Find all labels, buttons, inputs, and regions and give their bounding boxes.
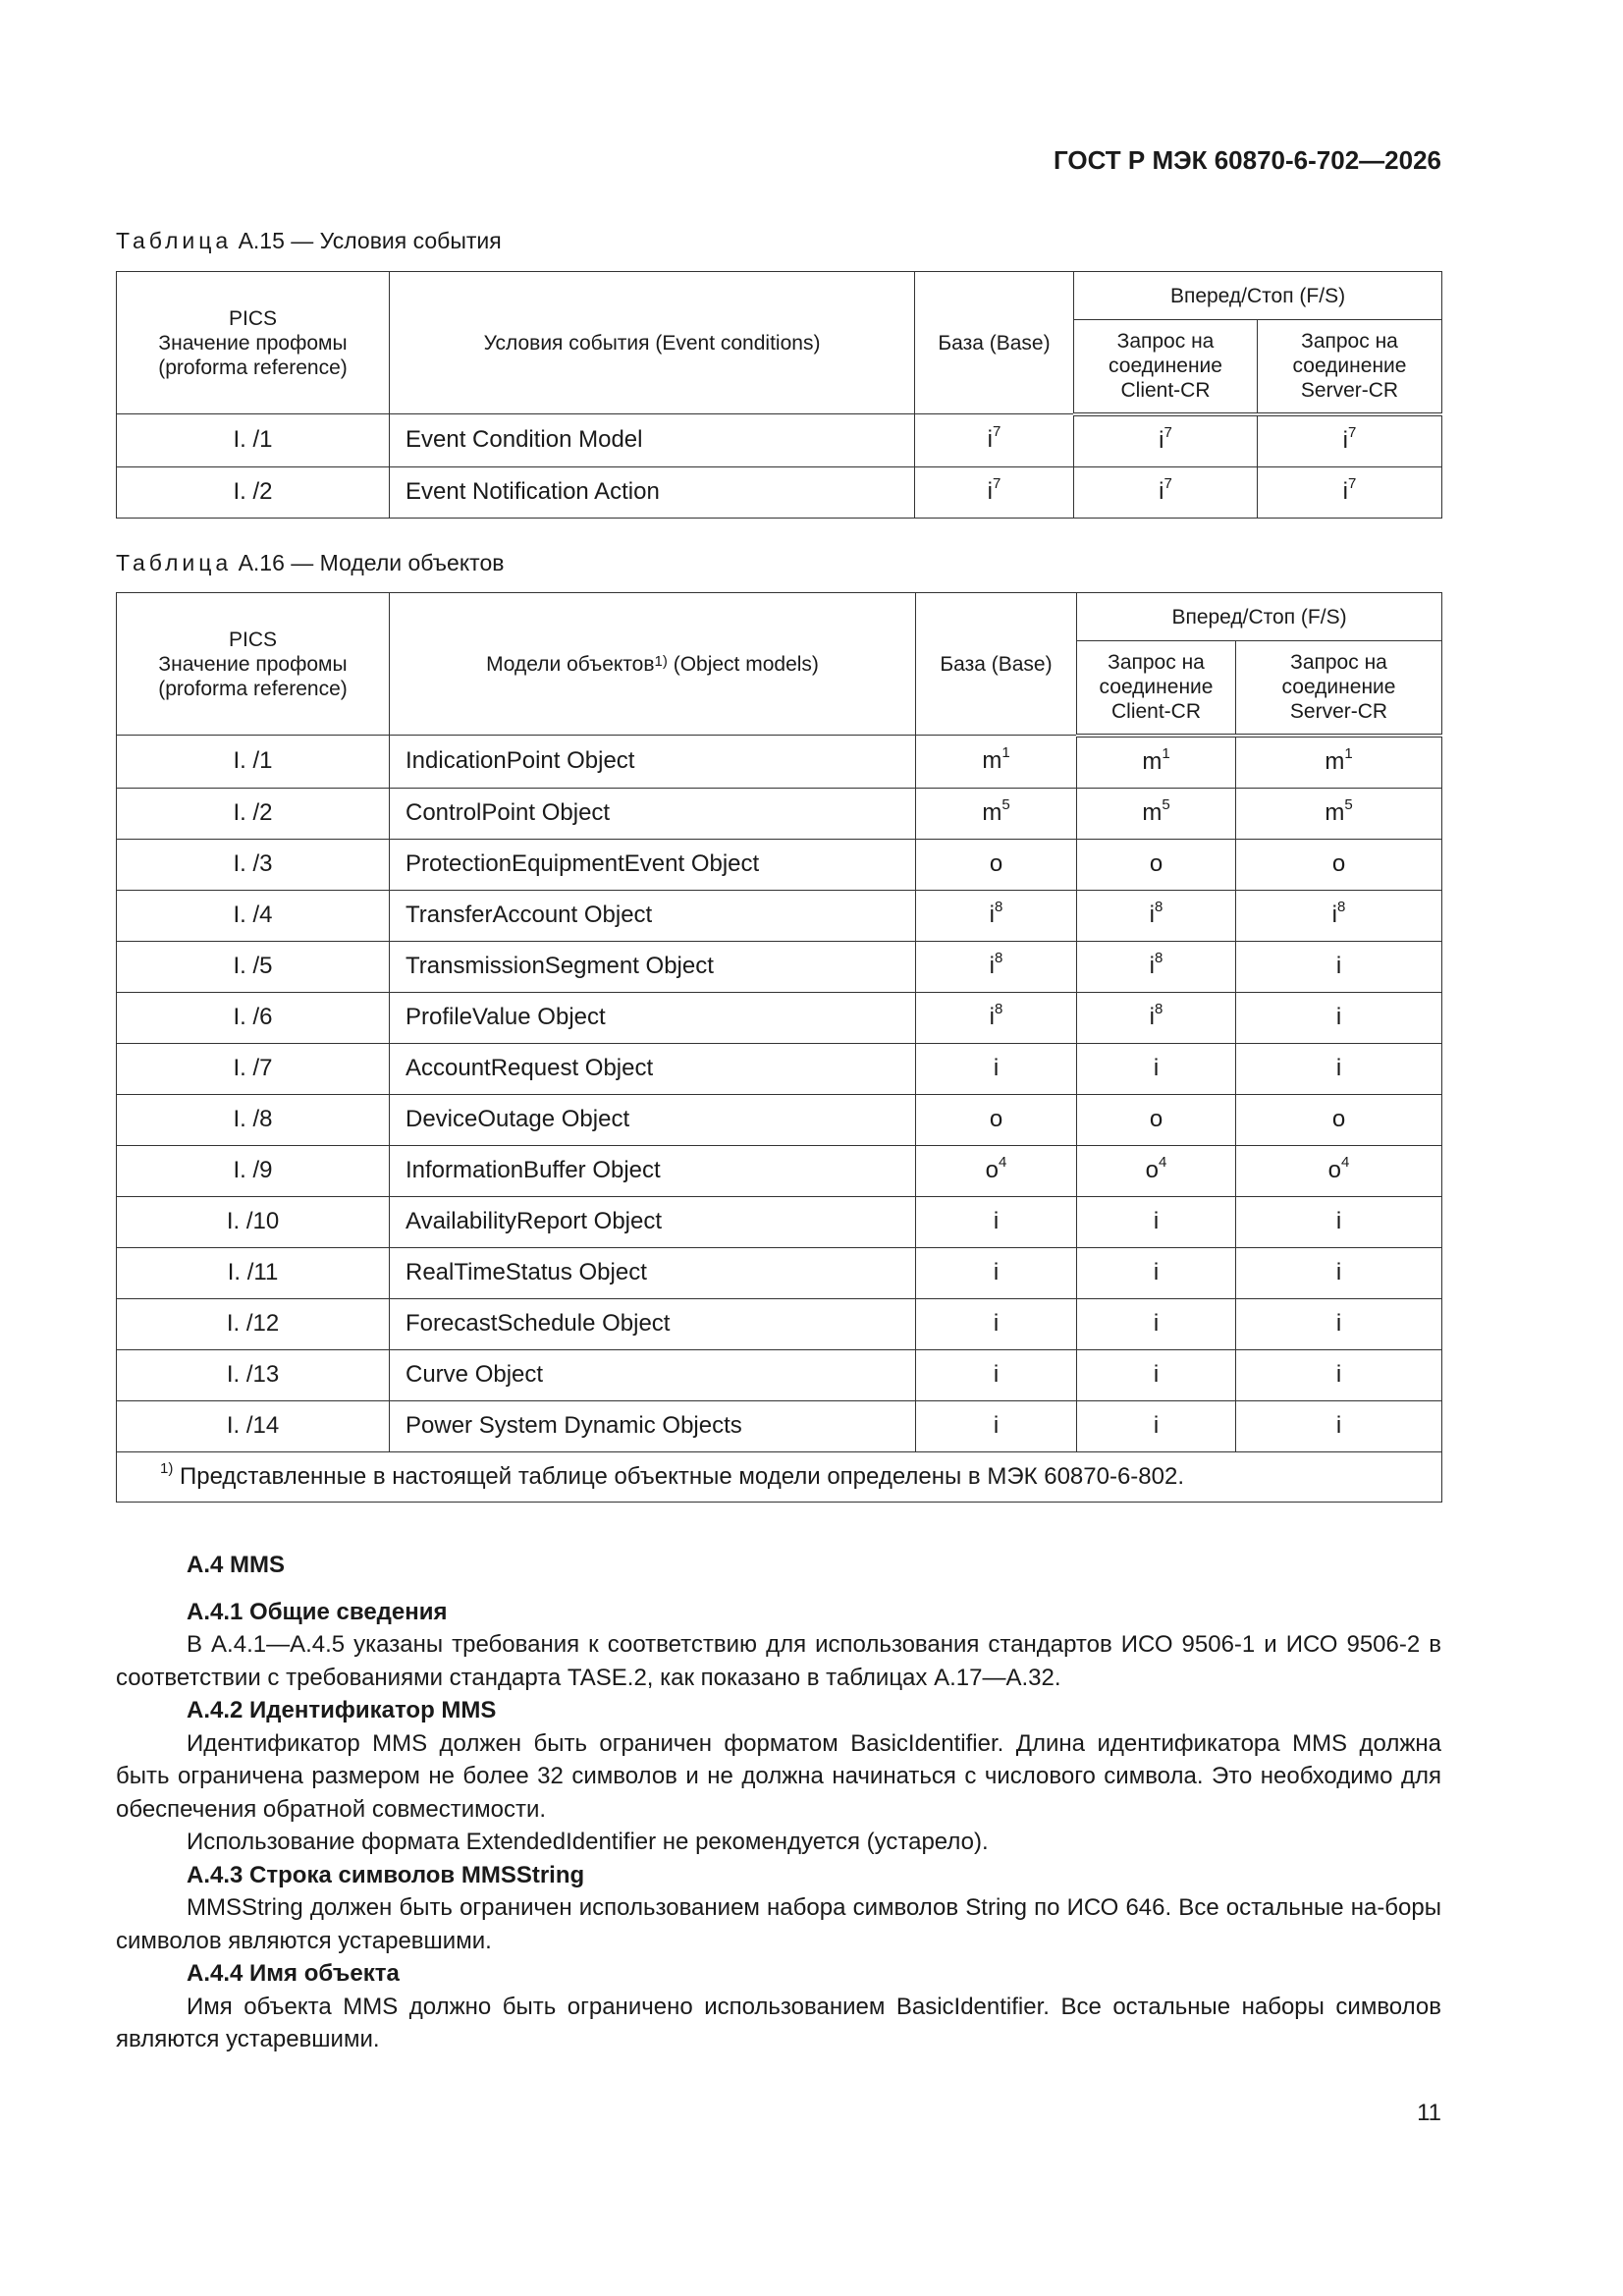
cell-pics-ref-value: I. /7 — [233, 1055, 273, 1081]
cell-name-value: AvailabilityReport Object — [406, 1208, 663, 1234]
cell-pics-ref — [117, 1349, 390, 1400]
cell-base-value: i — [987, 478, 993, 505]
cell-pics-ref — [117, 839, 390, 890]
cell-base-value: i — [993, 1208, 1000, 1234]
cell-server — [1236, 839, 1442, 890]
cell-pics-ref-value: I. /9 — [233, 1157, 273, 1183]
cell-client-value: m — [1142, 799, 1163, 826]
col-client-header — [1077, 641, 1236, 736]
cell-client — [1077, 992, 1236, 1043]
cell-pics-ref-value: I. /8 — [233, 1106, 273, 1132]
cell-name — [390, 1298, 916, 1349]
cell-client-value: i — [1149, 1004, 1155, 1030]
cell-name — [390, 1247, 916, 1298]
cell-server-superscript: 4 — [1341, 1154, 1350, 1171]
cell-server-value: o — [1331, 1106, 1346, 1132]
cell-name — [390, 736, 916, 789]
section-a41-heading: А.4.1 Общие сведения — [187, 1598, 448, 1625]
col-name-header — [390, 593, 916, 736]
cell-name — [390, 890, 916, 941]
cell-name-value: InformationBuffer Object — [406, 1157, 661, 1183]
cell-base — [916, 1400, 1077, 1451]
table-a16-caption-text: А.16 — Модели объектов — [232, 550, 505, 575]
cell-client — [1077, 1400, 1236, 1451]
cell-pics-ref-value: I. /1 — [233, 426, 273, 454]
table-row — [117, 1196, 1442, 1247]
cell-client — [1077, 1043, 1236, 1094]
section-a42-heading: А.4.2 Идентификатор MMS — [187, 1697, 497, 1723]
cell-pics-ref-value: I. /4 — [233, 902, 273, 928]
cell-client-value: i — [1153, 1259, 1160, 1285]
table-a15-caption-prefix: Таблица — [116, 228, 233, 253]
cell-base — [915, 414, 1074, 467]
cell-server-value: i — [1335, 953, 1342, 979]
section-a43-paragraph: MMSString должен быть ограничен использованием набора символов String по ИСО 646. Все остальные на-боры символов являются устаревшими. — [116, 1894, 1441, 1954]
cell-name — [390, 1400, 916, 1451]
col-pics-line: PICS — [228, 628, 277, 651]
cell-server-value: i — [1342, 427, 1348, 454]
cell-base-value: i — [987, 426, 993, 454]
cell-pics-ref — [117, 466, 390, 518]
cell-client-superscript: 4 — [1159, 1154, 1167, 1171]
col-server-line: соединение — [1292, 355, 1407, 378]
cell-base — [916, 839, 1077, 890]
cell-name-value: TransferAccount Object — [406, 902, 653, 928]
cell-client — [1077, 1094, 1236, 1145]
cell-pics-ref-value: I. /5 — [233, 953, 273, 979]
cell-client-superscript: 8 — [1155, 950, 1163, 966]
cell-base-superscript: 8 — [995, 1001, 1003, 1017]
cell-server-value: i — [1335, 1412, 1342, 1439]
cell-base — [916, 1094, 1077, 1145]
table-row — [117, 736, 1442, 789]
col-pics-header — [117, 593, 390, 736]
footnote-mark: 1) — [160, 1459, 174, 1477]
cell-pics-ref-value: I. /1 — [233, 747, 273, 775]
cell-server-superscript: 7 — [1348, 424, 1357, 441]
cell-server-value: i — [1335, 1361, 1342, 1388]
col-pics-header — [117, 272, 390, 414]
cell-name — [390, 1094, 916, 1145]
cell-base-value: m — [982, 799, 1002, 826]
cell-client-value: i — [1149, 953, 1155, 979]
cell-server-value: i — [1342, 478, 1348, 505]
col-server-line: Запрос на — [1290, 651, 1387, 675]
cell-pics-ref — [117, 1400, 390, 1451]
cell-server-superscript: 5 — [1344, 796, 1353, 813]
table-row — [117, 839, 1442, 890]
cell-name-value: RealTimeStatus Object — [406, 1259, 647, 1285]
cell-base-superscript: 5 — [1001, 796, 1010, 813]
cell-base-superscript: 8 — [995, 899, 1003, 915]
cell-server — [1236, 941, 1442, 992]
cell-base-value: o — [989, 850, 1003, 877]
cell-client-value: i — [1153, 1412, 1160, 1439]
cell-base — [916, 890, 1077, 941]
col-pics-line: Значение профомы — [158, 331, 348, 355]
cell-base-value: i — [993, 1259, 1000, 1285]
cell-name — [390, 839, 916, 890]
cell-client-value: o — [1149, 1106, 1163, 1132]
col-server-line: соединение — [1281, 676, 1396, 699]
cell-base-superscript: 8 — [995, 950, 1003, 966]
cell-server-superscript: 7 — [1348, 475, 1357, 492]
cell-pics-ref — [117, 1196, 390, 1247]
cell-server-value: i — [1331, 902, 1337, 928]
section-a42-paragraph: Идентификатор MMS должен быть ограничен форматом BasicIdentifier. Длина идентификатора MMS должна быть ограничена размером не более 32 символов и не должна начинаться с числового символа. Это необходимо для обеспечения обратной совместимости. — [116, 1729, 1441, 1823]
cell-pics-ref — [117, 1043, 390, 1094]
cell-pics-ref — [117, 788, 390, 839]
cell-server-superscript: 8 — [1337, 899, 1346, 915]
cell-name-value: ProfileValue Object — [406, 1004, 606, 1030]
cell-base — [916, 1145, 1077, 1196]
cell-base — [916, 1196, 1077, 1247]
cell-name — [390, 1349, 916, 1400]
table-row — [117, 1298, 1442, 1349]
col-pics-line: PICS — [228, 306, 277, 330]
cell-pics-ref — [117, 414, 390, 467]
cell-base-value: i — [989, 902, 995, 928]
cell-server-value: m — [1325, 799, 1345, 826]
cell-client-value: m — [1142, 748, 1163, 775]
col-client-line: соединение — [1099, 676, 1214, 699]
cell-server-value: i — [1335, 1208, 1342, 1234]
cell-name-value: AccountRequest Object — [406, 1055, 654, 1081]
cell-pics-ref — [117, 1145, 390, 1196]
cell-name — [390, 788, 916, 839]
cell-client — [1077, 1145, 1236, 1196]
cell-base-superscript: 7 — [993, 423, 1001, 441]
table-row — [117, 1349, 1442, 1400]
col-server-line: Запрос на — [1301, 330, 1398, 354]
table-row — [117, 941, 1442, 992]
cell-name-value: Event Notification Action — [406, 478, 660, 505]
cell-base-value: i — [989, 1004, 995, 1030]
cell-client — [1074, 414, 1258, 467]
cell-server — [1236, 736, 1442, 789]
cell-base — [916, 736, 1077, 789]
cell-client — [1074, 466, 1258, 518]
cell-name-value: Curve Object — [406, 1361, 544, 1388]
cell-client — [1077, 839, 1236, 890]
table-row — [117, 1400, 1442, 1451]
cell-server — [1258, 466, 1442, 518]
cell-client-value: o — [1149, 850, 1163, 877]
document-header: ГОСТ Р МЭК 60870-6-702—2026 — [1054, 145, 1441, 175]
cell-pics-ref-value: I. /6 — [233, 1004, 273, 1030]
cell-pics-ref-value: I. /14 — [226, 1412, 280, 1439]
cell-server — [1258, 414, 1442, 467]
cell-base-value: o — [985, 1157, 999, 1183]
cell-server-value: i — [1335, 1310, 1342, 1337]
page-number: 11 — [1417, 2100, 1441, 2126]
cell-server — [1236, 1196, 1442, 1247]
cell-name — [390, 1043, 916, 1094]
cell-name — [390, 1145, 916, 1196]
cell-pics-ref-value: I. /3 — [233, 850, 273, 877]
cell-pics-ref-value: I. /2 — [233, 799, 273, 826]
col-server-header — [1236, 641, 1442, 736]
cell-client — [1077, 1247, 1236, 1298]
section-a4-heading: А.4 MMS — [187, 1552, 286, 1578]
cell-server — [1236, 1400, 1442, 1451]
cell-client — [1077, 1196, 1236, 1247]
cell-server — [1236, 788, 1442, 839]
table-row — [117, 1145, 1442, 1196]
section-a43-heading: А.4.3 Строка символов MMSString — [187, 1861, 585, 1888]
cell-name-value: ProtectionEquipmentEvent Object — [406, 850, 760, 877]
col-client-line: Запрос на — [1116, 330, 1215, 354]
col-server-line: Server-CR — [1300, 379, 1399, 403]
table-a15 — [116, 271, 1442, 519]
cell-pics-ref — [117, 890, 390, 941]
col-pics-line: (proforma reference) — [158, 355, 348, 379]
col-client-line: соединение — [1109, 355, 1222, 378]
footnote-text: Представленные в настоящей таблице объектные модели определены в МЭК 60870-6-802. — [173, 1462, 1185, 1490]
cell-server — [1236, 1145, 1442, 1196]
cell-server — [1236, 1247, 1442, 1298]
cell-client-value: i — [1149, 902, 1155, 928]
table-a15-caption-text: А.15 — Условия события — [232, 228, 502, 253]
table-a16-caption-prefix: Таблица — [116, 550, 233, 575]
cell-base — [915, 466, 1074, 518]
cell-server — [1236, 1349, 1442, 1400]
cell-base-value: m — [982, 747, 1002, 775]
cell-server — [1236, 1298, 1442, 1349]
cell-name-value: DeviceOutage Object — [406, 1106, 630, 1132]
col-name-header: Условия события (Event conditions) — [390, 272, 915, 414]
cell-base-superscript: 1 — [1001, 744, 1010, 762]
col-server-header — [1258, 320, 1442, 414]
section-a41-paragraph: В А.4.1—А.4.5 указаны требования к соответствию для использования стандартов ИСО 9506-1 и ИСО 9506-2 в соответствии с требованиями стандарта TASE.2, как показано в таблицах А.17—А.32. — [116, 1631, 1441, 1691]
cell-name — [390, 466, 915, 518]
col-client-line: Client-CR — [1110, 700, 1201, 724]
cell-pics-ref-value: I. /2 — [233, 478, 273, 505]
cell-base-superscript: 7 — [993, 475, 1001, 492]
col-fs-header: Вперед/Стоп (F/S) — [1074, 272, 1442, 320]
cell-client — [1077, 788, 1236, 839]
cell-client-superscript: 5 — [1162, 796, 1170, 813]
table-a16-footnote — [117, 1451, 1442, 1502]
table-row — [117, 1043, 1442, 1094]
cell-base — [916, 941, 1077, 992]
cell-client-value: i — [1153, 1055, 1160, 1081]
table-a16-caption — [116, 550, 504, 576]
cell-name — [390, 992, 916, 1043]
cell-base — [916, 788, 1077, 839]
cell-name-value: Power System Dynamic Objects — [406, 1412, 742, 1439]
col-name-rest: (Object models) — [667, 652, 819, 676]
cell-server — [1236, 890, 1442, 941]
cell-base-value: i — [989, 953, 995, 979]
col-client-line: Запрос на — [1108, 651, 1205, 675]
cell-server-value: i — [1335, 1055, 1342, 1081]
cell-name-value: Event Condition Model — [406, 426, 643, 454]
cell-base — [916, 1298, 1077, 1349]
table-row — [117, 1247, 1442, 1298]
cell-server-value: m — [1325, 748, 1345, 775]
cell-pics-ref-value: I. /13 — [226, 1361, 280, 1388]
col-fs-header: Вперед/Стоп (F/S) — [1077, 593, 1442, 641]
cell-base-value: i — [993, 1412, 1000, 1439]
table-row — [117, 466, 1442, 518]
cell-name-value: ControlPoint Object — [406, 799, 611, 826]
cell-base — [916, 992, 1077, 1043]
cell-name-value: IndicationPoint Object — [406, 747, 635, 775]
cell-client — [1077, 1298, 1236, 1349]
cell-client-superscript: 1 — [1162, 745, 1170, 762]
cell-base-value: o — [989, 1106, 1003, 1132]
cell-pics-ref — [117, 1247, 390, 1298]
cell-pics-ref — [117, 736, 390, 789]
cell-name — [390, 1196, 916, 1247]
cell-server-superscript: 1 — [1344, 745, 1353, 762]
cell-client-superscript: 8 — [1155, 899, 1163, 915]
cell-base-superscript: 4 — [999, 1154, 1007, 1171]
section-body — [116, 1549, 1441, 2056]
table-row — [117, 992, 1442, 1043]
col-server-line: Server-CR — [1289, 700, 1388, 724]
cell-name — [390, 414, 915, 467]
cell-client-superscript: 7 — [1163, 424, 1172, 441]
cell-client-value: i — [1153, 1310, 1160, 1337]
cell-client-superscript: 7 — [1163, 475, 1172, 492]
cell-base-value: i — [993, 1310, 1000, 1337]
cell-base — [916, 1043, 1077, 1094]
cell-pics-ref — [117, 992, 390, 1043]
col-name-main: Модели объектов — [486, 652, 655, 676]
cell-client-value: i — [1159, 427, 1164, 454]
cell-client — [1077, 890, 1236, 941]
cell-base — [916, 1247, 1077, 1298]
table-row — [117, 1094, 1442, 1145]
cell-pics-ref — [117, 1094, 390, 1145]
cell-pics-ref — [117, 1298, 390, 1349]
cell-client — [1077, 736, 1236, 789]
section-a42-paragraph: Использование формата ExtendedIdentifier не рекомендуется (устарело). — [187, 1829, 989, 1855]
cell-server-value: o — [1331, 850, 1346, 877]
cell-server-value: i — [1335, 1259, 1342, 1285]
cell-server — [1236, 1043, 1442, 1094]
table-row — [117, 414, 1442, 467]
table-row — [117, 890, 1442, 941]
cell-client-value: i — [1153, 1361, 1160, 1388]
cell-base-value: i — [993, 1055, 1000, 1081]
cell-server — [1236, 1094, 1442, 1145]
cell-server — [1236, 992, 1442, 1043]
table-a15-caption — [116, 228, 502, 254]
col-name-footnote-mark: 1) — [654, 652, 668, 670]
cell-client-value: o — [1145, 1157, 1159, 1183]
cell-pics-ref — [117, 941, 390, 992]
cell-client — [1077, 941, 1236, 992]
cell-name — [390, 941, 916, 992]
cell-base-value: i — [993, 1361, 1000, 1388]
cell-client-value: i — [1153, 1208, 1160, 1234]
cell-pics-ref-value: I. /11 — [227, 1259, 279, 1285]
section-a44-heading: А.4.4 Имя объекта — [187, 1960, 400, 1987]
cell-name-value: ForecastSchedule Object — [406, 1310, 671, 1337]
col-client-header — [1074, 320, 1258, 414]
table-a16 — [116, 592, 1442, 1503]
cell-name-value: TransmissionSegment Object — [406, 953, 714, 979]
cell-client — [1077, 1349, 1236, 1400]
col-pics-line: Значение профомы — [158, 652, 348, 676]
table-row — [117, 788, 1442, 839]
col-base-header: База (Base) — [916, 593, 1077, 736]
col-base-header: База (Base) — [915, 272, 1074, 414]
cell-pics-ref-value: I. /10 — [226, 1208, 280, 1234]
cell-client-value: i — [1159, 478, 1164, 505]
cell-server-value: i — [1335, 1004, 1342, 1030]
cell-client-superscript: 8 — [1155, 1001, 1163, 1017]
cell-base — [916, 1349, 1077, 1400]
col-client-line: Client-CR — [1120, 379, 1211, 403]
section-a44-paragraph: Имя объекта MMS должно быть ограничено использованием BasicIdentifier. Все остальные наборы символов являются устаревшими. — [116, 1993, 1441, 2052]
cell-pics-ref-value: I. /12 — [226, 1310, 280, 1337]
cell-server-value: o — [1327, 1157, 1342, 1183]
col-pics-line: (proforma reference) — [158, 677, 348, 700]
